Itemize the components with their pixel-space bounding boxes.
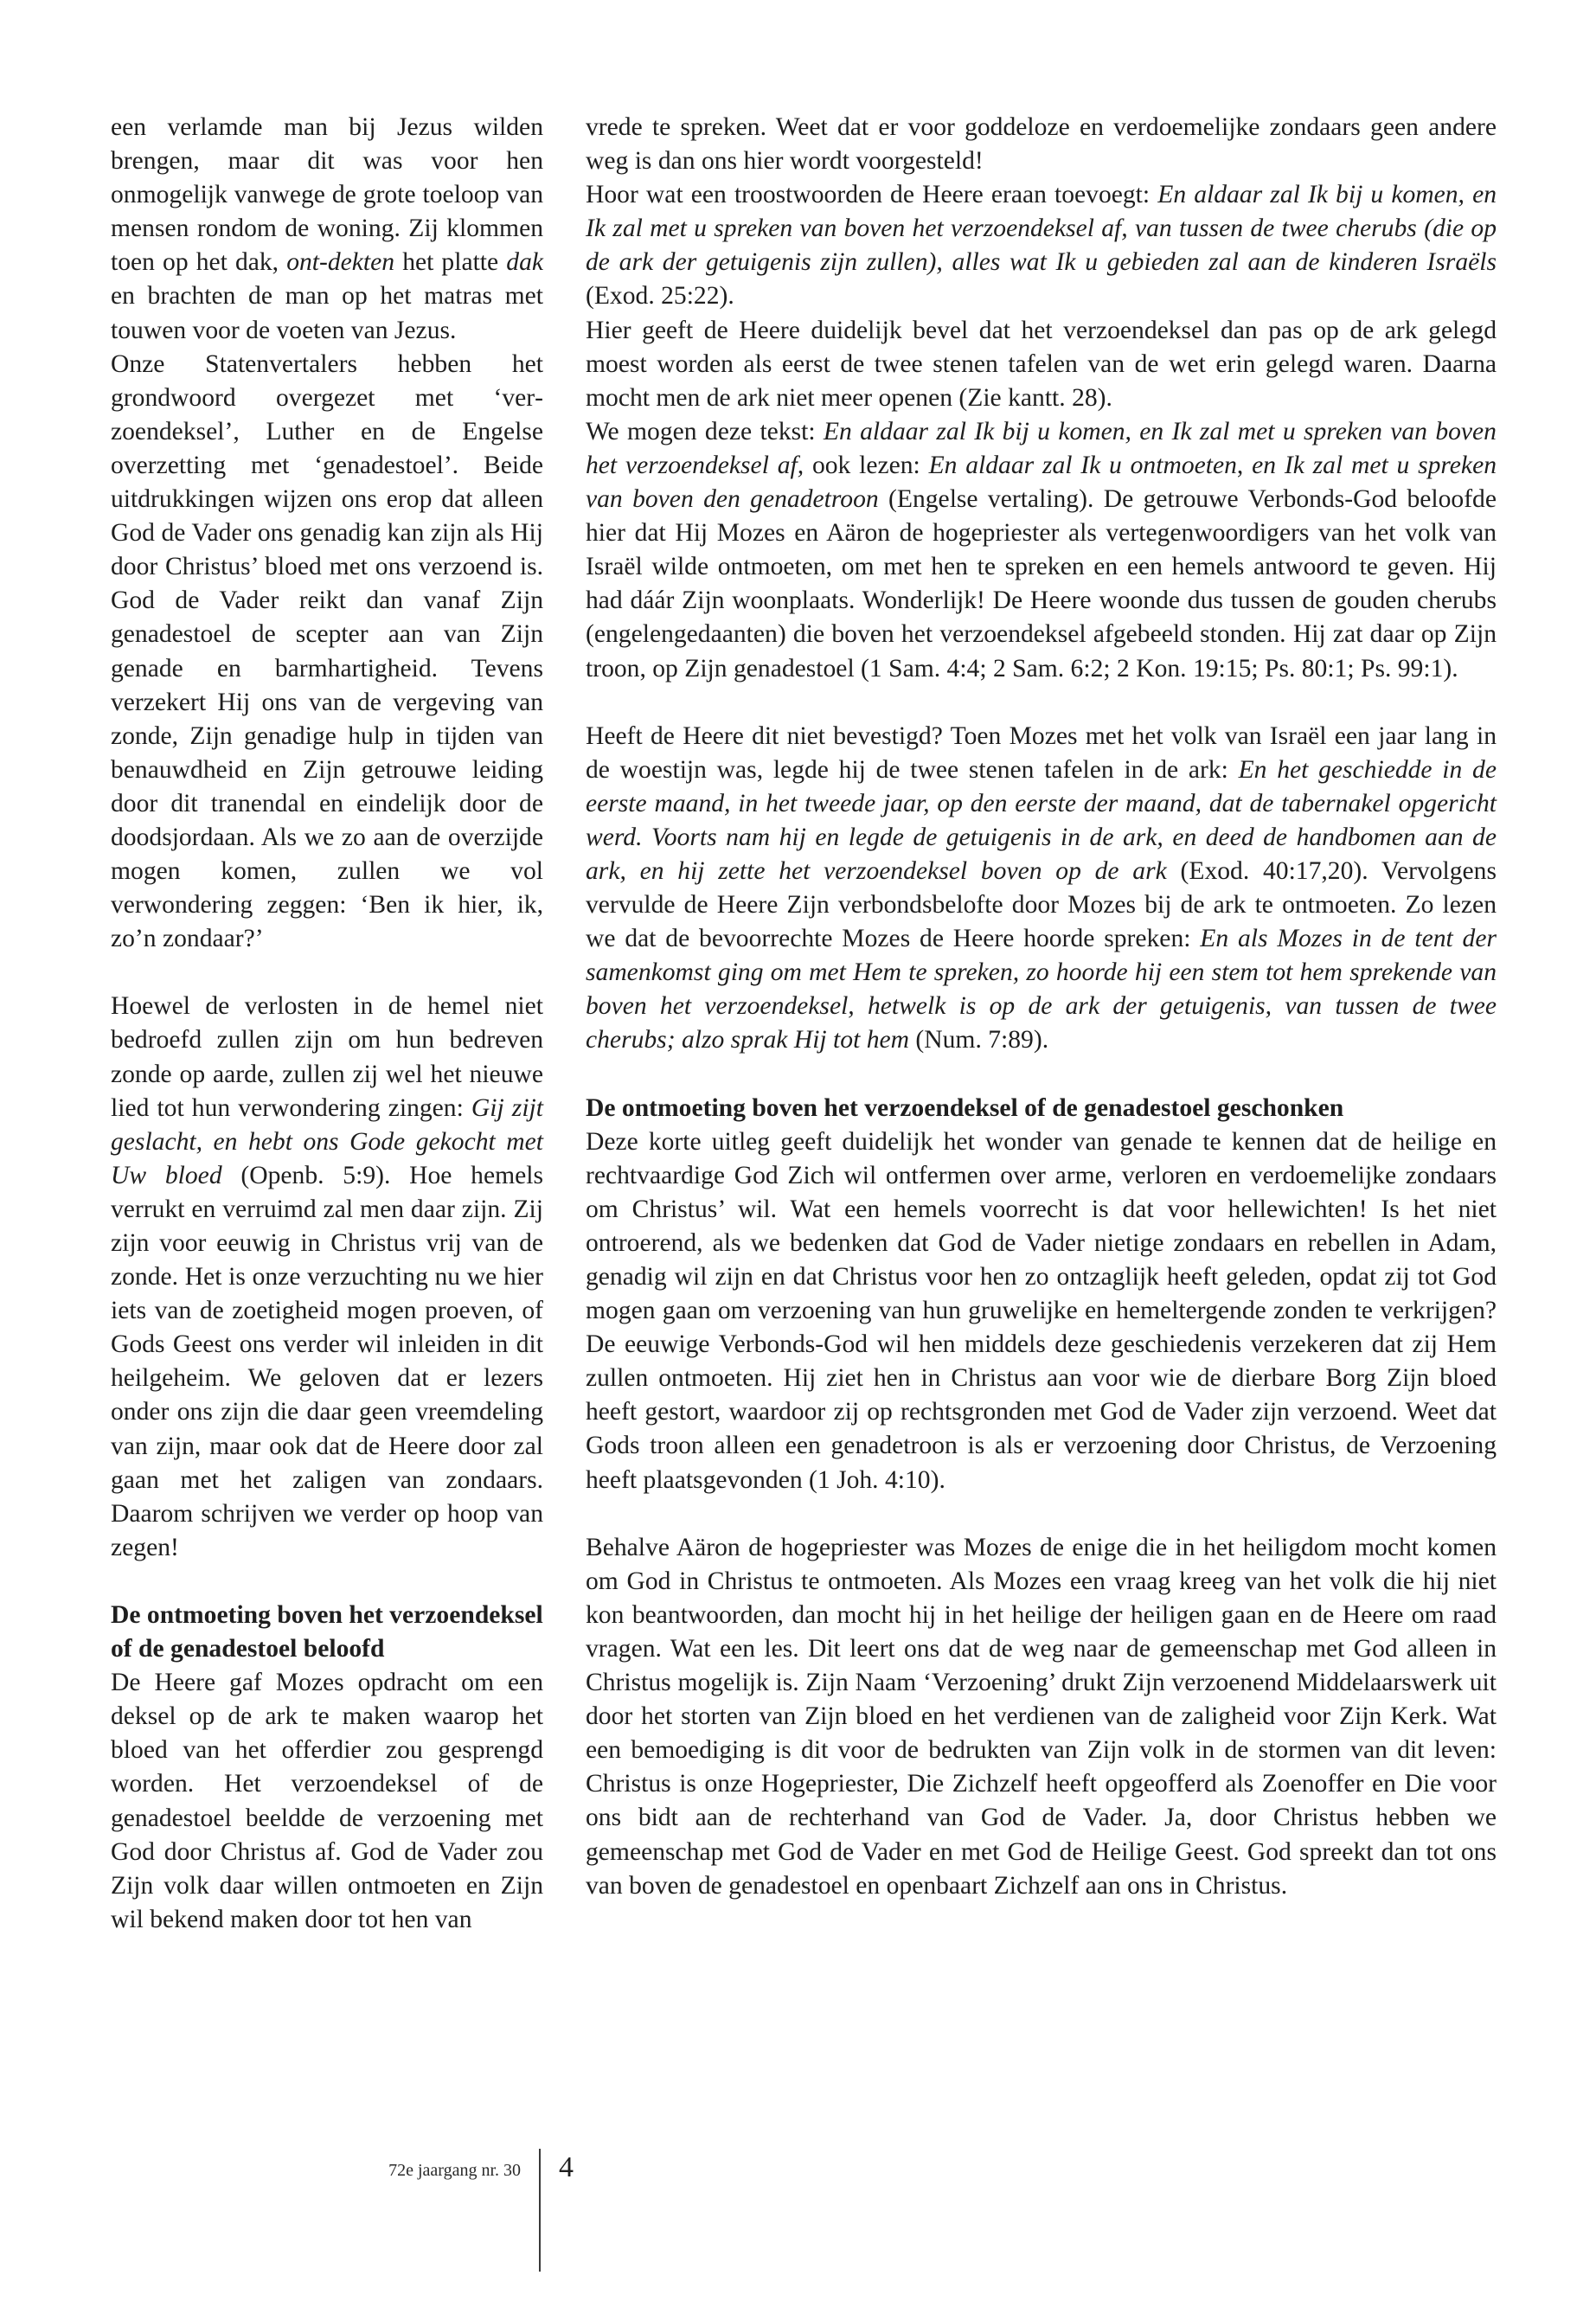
right-paragraph-6: Deze korte uitleg geeft duidelijk het wonder van genade te kennen dat de heilige en rechtvaardige God Zich wil ontfermen over arme, verloren en verdoemelijke zondaars om Christus’ wil. Wat een hemels voorrecht is dat voor hellewichten! Is het niet ontroerend, als we bedenken dat God de Vader nietige zondaars en rebellen in Adam, genadig wil zijn en dat Christus voor hen zo ontzaglijk heeft geleden, opdat zij tot God mogen gaan om verzoening van hun gruwelijke en hemeltergende zonden te verkrijgen? De eeuwige Verbonds-God wil hen middels deze geschiedenis verzekeren dat zij Hem zullen ontmoeten. Hij ziet hen in Christus aan voor wie de dierbare Borg Zijn bloed heeft gestort, waardoor zij op rechtsgronden met God de Vader zijn verzoend. Weet dat Gods troon alleen een genadetroon is als er verzoening door Christus, de Verzoening heeft plaatsgevonden (1 Joh. 4:10).	[586, 1127, 1497, 1494]
right-paragraph-3: Hier geeft de Heere duidelijk bevel dat het verzoendeksel dan pas op de ark gelegd moest worden als eerst de twee stenen tafelen van de wet erin gelegd waren. Daarna mocht men de ark niet meer openen (Zie kantt. 28).	[586, 316, 1497, 412]
right-paragraph-1: vrede te spreken. Weet dat er voor goddeloze en verdoemelijke zondaars geen andere weg is dan ons hier wordt voorgesteld!	[586, 113, 1497, 176]
left-paragraph-1: een verlamde man bij Jezus wilden brengen, maar dit was voor hen onmogelijk vanwege de grote toeloop van mensen rondom de woning. Zij klommen toen op het dak, ont-dekten het platte dak en brachten de man op het matras met touwen voor de voeten van Jezus.	[111, 113, 543, 344]
right-paragraph-7: Behalve Aäron de hogepriester was Mozes de enige die in het heiligdom mocht komen om God in Christus te ontmoeten. Als Mozes een vraag kreeg van het volk die hij niet kon beantwoorden, dan mocht hij in het heilige der heiligen gaan en de Heere om raad vragen. Wat een les. Dit leert ons dat de weg naar de gemeenschap met God alleen in Christus mogelijk is. Zijn Naam ‘Verzoening’ drukt Zijn verzoenend Middelaarswerk uit door het storten van Zijn bloed en het verdienen van de zaligheid voor Zijn Kerk. Wat een bemoediging is dit voor de bedrukten van Zijn volk in de stormen van dit leven: Christus is onze Hogepriester, Die Zichzelf heeft opgeofferd als Zoenoffer en Die voor ons bidt aan de rechterhand van God de Vader. Ja, door Christus hebben we gemeenschap met God de Vader en met God de Heilige Geest. God spreekt dan tot ons van boven de genadestoel en openbaart Zichzelf aan ons in Christus.	[586, 1533, 1497, 1900]
page-number: 4	[559, 2151, 574, 2183]
right-paragraph-2: Hoor wat een troostwoorden de Heere eraan toevoegt: En aldaar zal Ik bij u komen, en Ik zal met u spreken van boven het verzoendeksel af, van tussen de twee cherubs (die op de ark der getuigenis zijn zullen), alles wat Ik u gebieden zal aan de kinderen Israëls (Exod. 25:22).	[586, 181, 1497, 311]
section-heading-granted: De ontmoeting boven het verzoendeksel of de genadestoel geschonken	[586, 1093, 1344, 1122]
right-paragraph-4: We mogen deze tekst: En aldaar zal Ik bij u komen, en Ik zal met u spreken van boven het verzoendeksel af, ook lezen: En aldaar zal Ik u ontmoeten, en Ik zal met u spreken van boven den genadetroon (Engelse vertaling). De getrouwe Verbonds-God beloofde hier dat Hij Mozes en Aäron de hogepriester als vertegenwoordigers van het volk van Israël wilde ontmoeten, om met hen te spreken en een hemels antwoord te geven. Hij had dáár Zijn woonplaats. Wonderlijk! De Heere woonde dus tussen de gouden cherubs (engelengedaanten) die boven het verzoendeksel afgebeeld stonden. Hij zat daar op Zijn troon, op Zijn genadestoel (1 Sam. 4:4; 2 Sam. 6:2; 2 Kon. 19:15; Ps. 80:1; Ps. 99:1).	[586, 417, 1497, 683]
left-column	[111, 111, 543, 1937]
right-column	[586, 111, 1497, 1903]
footer-issue-label: 72e jaargang nr. 30	[388, 2161, 521, 2180]
section-heading-promised: De ontmoeting boven het verzoendeksel of de genadestoel beloofd	[111, 1600, 543, 1663]
left-paragraph-2: Onze Statenvertalers hebben het grondwoord overgezet met ‘verzoendeksel’, Luther en de Engelse overzetting met ‘genadestoel’. Beide uitdrukkingen wijzen ons erop dat alleen God de Vader ons genadig kan zijn als Hij door Christus’ bloed met ons verzoend is. God de Vader reikt dan vanaf Zijn genadestoel de scepter aan van Zijn genade en barmhartigheid. Tevens verzekert Hij ons van de vergeving van zonde, Zijn genadige hulp in tijden van benauwdheid en Zijn getrouwe leiding door dit tranendal en eindelijk door de doodsjordaan. Als we zo aan de overzijde mogen komen, zullen we vol verwondering zeggen: ‘Ben ik hier, ik, zo’n zondaar?’	[111, 349, 543, 953]
right-paragraph-5: Heeft de Heere dit niet bevestigd? Toen Mozes met het volk van Israël een jaar lang in de woestijn was, legde hij de twee stenen tafelen in de ark: En het geschiedde in de eerste maand, in het tweede jaar, op den eerste der maand, dat de tabernakel opgericht werd. Voorts nam hij en legde de getuigenis in de ark, en deed de handbomen aan de ark, en hij zette het verzoendeksel boven op de ark (Exod. 40:17,20). Vervolgens vervulde de Heere Zijn verbondsbelofte door Mozes bij de ark te ontmoeten. Zo lezen we dat de bevoorrechte Mozes de Heere hoorde spreken: En als Mozes in de tent der samenkomst ging om met Hem te spreken, zo hoorde hij een stem tot hem sprekende van boven het verzoendeksel, hetwelk is op de ark der getuigenis, van tussen de twee cherubs; alzo sprak Hij tot hem (Num. 7:89).	[586, 721, 1497, 1054]
left-paragraph-3: Hoewel de verlosten in de hemel niet bedroefd zullen zijn om hun bedreven zonde op aarde, zullen zij wel het nieuwe lied tot hun verwondering zingen: Gij zijt geslacht, en hebt ons Gode gekocht met Uw bloed (Openb. 5:9). Hoe hemels verrukt en verruimd zal men daar zijn. Zij zijn voor eeuwig in Christus vrij van de zonde. Het is onze verzuchting nu we hier iets van de zoetigheid mogen proeven, of Gods Geest ons verder wil inleiden in dit heilgeheim. We geloven dat er lezers onder ons zijn die daar geen vreemdeling van zijn, maar ook dat de Heere door zal gaan met het zaligen van zondaars. Daarom schrijven we verder op hoop van zegen!	[111, 992, 544, 1561]
left-paragraph-4: De Heere gaf Mozes opdracht om een deksel op de ark te maken waarop het bloed van het offerdier zou gesprengd worden. Het verzoendeksel of de genadestoel beeldde de verzoening met God door Christus af. God de Vader zou Zijn volk daar willen ontmoeten en Zijn wil bekend maken door tot hen van	[111, 1669, 543, 1933]
footer-divider	[539, 2149, 541, 2272]
